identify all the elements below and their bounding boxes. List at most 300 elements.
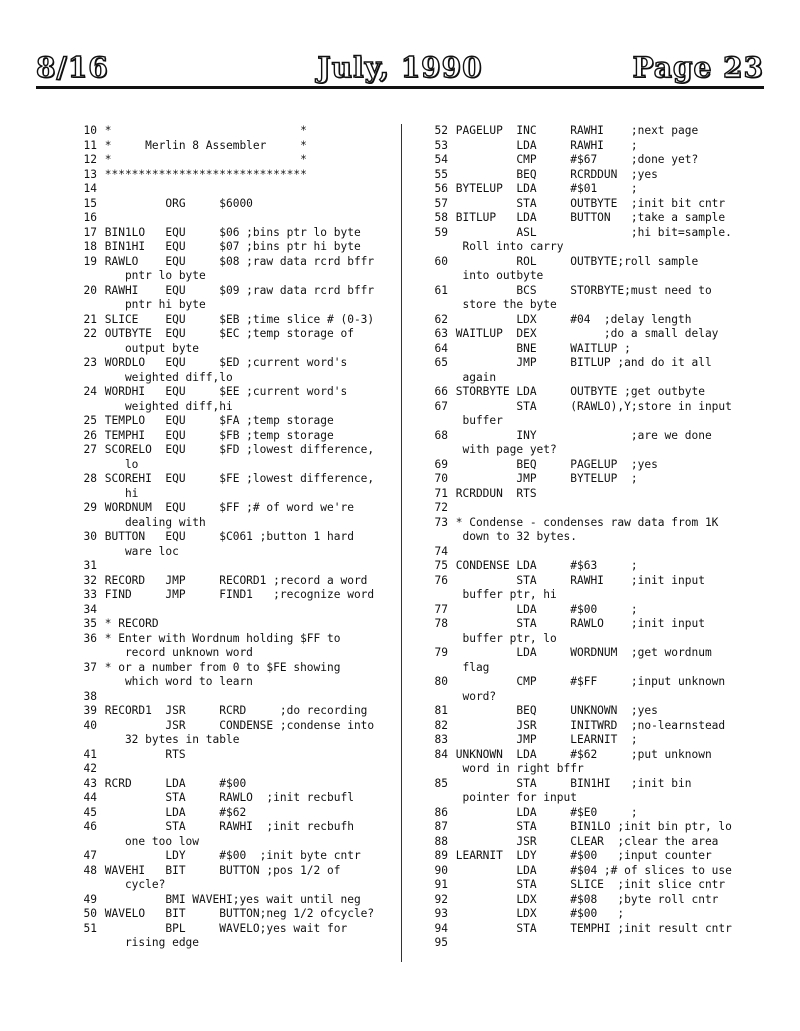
line-text: weighted diff,lo: [98, 370, 233, 384]
line-text: BUTTON EQU $C061 ;button 1 hard: [98, 530, 354, 543]
code-line: [428, 298, 744, 313]
line-number: 10: [83, 124, 97, 137]
line-text: BIN1HI EQU $07 ;bins ptr hi byte: [98, 240, 361, 253]
line-number: 93: [434, 907, 448, 920]
line-number: 30: [83, 530, 97, 543]
line-number: 45: [83, 805, 97, 819]
line-text: SCORELO EQU $FD ;lowest difference,: [98, 443, 375, 456]
line-text: STA SLICE ;init slice cntr: [449, 878, 726, 891]
line-text: ROL OUTBYTE;roll sample: [449, 254, 699, 268]
line-number: 85: [434, 776, 448, 790]
line-text: LDA RAWHI ;: [449, 138, 638, 152]
code-line: [428, 153, 744, 168]
line-text: WORDNUM EQU $FF ;# of word we're: [98, 501, 354, 514]
line-text: CMP #$67 ;done yet?: [449, 153, 699, 166]
line-text: weighted diff,hi: [98, 399, 233, 413]
code-line: [428, 197, 744, 212]
line-text: lo: [98, 457, 139, 471]
code-line: [77, 661, 417, 676]
line-text: LDX #$00 ;: [449, 907, 625, 920]
code-line: [77, 878, 417, 893]
line-text: LDA #$62: [98, 805, 247, 819]
line-number: 53: [434, 138, 448, 152]
line-text: LDX #$08 ;byte roll cntr: [449, 892, 719, 906]
code-line: [428, 574, 744, 589]
line-number: 84: [434, 747, 448, 761]
line-text: STA RAWHI ;init recbufh: [98, 820, 354, 833]
line-number: 16: [83, 211, 97, 224]
line-text: BMI WAVEHI;yes wait until neg: [98, 892, 361, 906]
line-text: STA (RAWLO),Y;store in input: [449, 399, 732, 413]
line-number: 46: [83, 820, 97, 833]
code-line: [428, 168, 744, 183]
line-text: word?: [449, 689, 497, 703]
code-listing-right-column: [428, 124, 744, 951]
code-line: [428, 864, 744, 879]
issue-number: 8/16: [36, 51, 109, 84]
code-line: [428, 777, 744, 792]
line-number: 79: [434, 646, 448, 659]
line-text: buffer: [449, 414, 503, 427]
line-number: 41: [83, 747, 97, 761]
code-line: [77, 124, 417, 139]
line-text: * RECORD: [98, 617, 159, 630]
line-text: which word to learn: [98, 675, 253, 688]
line-number: 92: [434, 892, 448, 906]
code-line: [77, 472, 417, 487]
line-number: 51: [83, 921, 97, 935]
column-divider: [401, 124, 402, 962]
line-number: 48: [83, 863, 97, 877]
code-line: [428, 385, 744, 400]
code-line: [428, 255, 744, 270]
line-number: 34: [83, 602, 97, 616]
line-number: 78: [434, 617, 448, 630]
code-line: [77, 603, 417, 618]
line-text: BIN1LO EQU $06 ;bins ptr lo byte: [98, 225, 361, 239]
line-text: BPL WAVELO;yes wait for: [98, 921, 348, 935]
line-text: ******************************: [98, 167, 307, 181]
line-number: 91: [434, 878, 448, 891]
line-text: * Enter with Wordnum holding $FF to: [98, 631, 341, 645]
code-line: [77, 501, 417, 516]
line-number: 50: [83, 907, 97, 920]
code-line: [428, 704, 744, 719]
code-line: [428, 269, 744, 284]
code-line: [77, 733, 417, 748]
line-number: 90: [434, 863, 448, 877]
code-line: [428, 371, 744, 386]
page-header: [36, 52, 764, 88]
line-text: pointer for input: [449, 791, 577, 804]
line-text: rising edge: [98, 936, 200, 949]
code-line: [428, 139, 744, 154]
line-text: store the byte: [449, 298, 557, 311]
line-text: [448, 936, 449, 949]
code-line: [77, 356, 417, 371]
line-text: RAWLO EQU $08 ;raw data rcrd bffr: [98, 254, 375, 268]
code-line: [77, 545, 417, 560]
line-text: record unknown word: [98, 646, 253, 659]
line-number: 74: [434, 544, 448, 558]
line-text: STA TEMPHI ;init result cntr: [449, 921, 732, 935]
code-line: [428, 806, 744, 821]
line-text: STA RAWLO ;init recbufl: [98, 791, 354, 804]
line-number: 27: [83, 443, 97, 456]
code-line: [428, 545, 744, 560]
line-number: 73: [434, 515, 448, 529]
line-text: word in right bffr: [449, 762, 584, 775]
line-number: 21: [83, 312, 97, 326]
line-text: TEMPHI EQU $FB ;temp storage: [98, 428, 334, 442]
code-line: [77, 458, 417, 473]
code-line: [77, 777, 417, 792]
line-text: [97, 603, 98, 616]
line-number: 83: [434, 733, 448, 746]
code-line: [428, 603, 744, 618]
code-line: [77, 530, 417, 545]
line-text: JSR CLEAR ;clear the area: [449, 834, 719, 848]
code-line: [428, 313, 744, 328]
line-text: LDY #$00 ;init byte cntr: [98, 849, 361, 862]
code-line: [77, 704, 417, 719]
line-number: 87: [434, 820, 448, 833]
code-line: [77, 574, 417, 589]
line-number: 44: [83, 791, 97, 804]
code-line: [77, 632, 417, 647]
line-text: RAWHI EQU $09 ;raw data rcrd bffr: [98, 283, 375, 297]
line-text: BITLUP LDA BUTTON ;take a sample: [449, 211, 726, 224]
code-line: [428, 922, 744, 937]
line-text: buffer ptr, hi: [449, 588, 557, 601]
code-line: [428, 907, 744, 922]
line-number: 42: [83, 762, 97, 775]
code-line: [428, 516, 744, 531]
line-text: LDA #$00 ;: [449, 602, 638, 616]
line-number: 64: [434, 341, 448, 355]
code-line: [77, 516, 417, 531]
line-text: STA BIN1LO ;init bin ptr, lo: [449, 820, 732, 833]
code-line: [77, 298, 417, 313]
line-number: 69: [434, 457, 448, 471]
line-number: 68: [434, 428, 448, 442]
line-text: STORBYTE LDA OUTBYTE ;get outbyte: [449, 385, 705, 398]
line-number: 95: [434, 936, 448, 949]
code-line: [77, 806, 417, 821]
line-number: 11: [83, 138, 97, 152]
code-line: [428, 646, 744, 661]
line-text: * or a number from 0 to $FE showing: [98, 660, 341, 674]
code-line: [428, 530, 744, 545]
line-text: ware loc: [98, 544, 179, 558]
line-text: BCS STORBYTE;must need to: [449, 283, 712, 297]
code-line: [428, 675, 744, 690]
code-line: [77, 182, 417, 197]
line-text: FIND JMP FIND1 ;recognize word: [98, 588, 375, 601]
code-line: [77, 153, 417, 168]
line-number: 12: [83, 153, 97, 166]
line-number: 43: [83, 776, 97, 790]
line-text: BNE WAITLUP ;: [449, 341, 631, 355]
code-line: [428, 458, 744, 473]
line-number: 13: [83, 167, 97, 181]
line-number: 24: [83, 385, 97, 398]
code-line: [77, 936, 417, 951]
line-number: 14: [83, 182, 97, 195]
page-number: Page 23: [632, 51, 764, 84]
line-text: one too low: [98, 834, 200, 848]
code-line: [77, 385, 417, 400]
line-text: UNKNOWN LDA #$62 ;put unknown: [449, 747, 712, 761]
line-text: WAVEHI BIT BUTTON ;pos 1/2 of: [98, 863, 341, 877]
line-number: 52: [434, 124, 448, 137]
line-number: 61: [434, 283, 448, 297]
code-line: [428, 936, 744, 951]
code-line: [428, 820, 744, 835]
line-number: 38: [83, 689, 97, 703]
code-line: [77, 559, 417, 574]
code-line: [77, 168, 417, 183]
line-text: SCOREHI EQU $FE ;lowest difference,: [98, 472, 375, 485]
code-line: [428, 342, 744, 357]
code-line: [428, 719, 744, 734]
line-text: * Condense - condenses raw data from 1K: [449, 515, 719, 529]
line-text: CONDENSE LDA #$63 ;: [449, 559, 638, 572]
line-text: BEQ PAGELUP ;yes: [449, 457, 658, 471]
line-number: 58: [434, 211, 448, 224]
line-text: RCRDDUN RTS: [449, 486, 537, 500]
line-number: 81: [434, 704, 448, 717]
line-number: 17: [83, 225, 97, 239]
code-line: [428, 124, 744, 139]
line-text: ASL ;hi bit=sample.: [449, 225, 732, 239]
code-line: [428, 487, 744, 502]
line-text: cycle?: [98, 878, 166, 891]
line-number: 88: [434, 834, 448, 848]
line-number: 63: [434, 327, 448, 340]
header-rule: [36, 86, 764, 89]
line-text: Roll into carry: [449, 240, 564, 253]
code-line: [428, 748, 744, 763]
code-line: [77, 748, 417, 763]
line-text: JMP BYTELUP ;: [449, 472, 638, 485]
code-line: [77, 719, 417, 734]
line-text: STA RAWLO ;init input: [449, 617, 705, 630]
code-line: [428, 878, 744, 893]
code-line: [77, 893, 417, 908]
line-text: SLICE EQU $EB ;time slice # (0-3): [98, 312, 375, 326]
code-line: [428, 284, 744, 299]
line-text: ORG $6000: [98, 196, 253, 210]
code-line: [428, 617, 744, 632]
line-number: 59: [434, 225, 448, 239]
code-line: [77, 313, 417, 328]
line-text: with page yet?: [449, 443, 557, 456]
line-number: 28: [83, 472, 97, 485]
line-number: 76: [434, 573, 448, 587]
code-line: [77, 646, 417, 661]
line-number: 82: [434, 718, 448, 732]
line-text: again: [449, 370, 497, 384]
line-text: STA OUTBYTE ;init bit cntr: [449, 196, 726, 210]
code-line: [77, 414, 417, 429]
code-line: [77, 327, 417, 342]
line-text: into outbyte: [449, 269, 544, 282]
line-text: WORDLO EQU $ED ;current word's: [98, 356, 348, 369]
line-text: LDA #$E0 ;: [449, 805, 638, 819]
code-line: [428, 632, 744, 647]
line-number: 23: [83, 356, 97, 369]
code-line: [428, 733, 744, 748]
line-text: CMP #$FF ;input unknown: [449, 675, 726, 688]
code-line: [77, 400, 417, 415]
code-line: [77, 284, 417, 299]
code-line: [77, 864, 417, 879]
line-text: TEMPLO EQU $FA ;temp storage: [98, 414, 334, 427]
line-text: RECORD JMP RECORD1 ;record a word: [98, 573, 368, 587]
line-number: 75: [434, 559, 448, 572]
line-text: output byte: [98, 341, 200, 355]
line-text: flag: [449, 660, 490, 674]
code-line: [428, 690, 744, 705]
line-number: 15: [83, 196, 97, 210]
line-number: 37: [83, 660, 97, 674]
code-line: [77, 617, 417, 632]
line-number: 94: [434, 921, 448, 935]
line-text: 32 bytes in table: [98, 733, 240, 746]
line-text: LDA #$04 ;# of slices to use: [449, 863, 732, 877]
line-text: STA RAWHI ;init input: [449, 573, 705, 587]
line-number: 29: [83, 501, 97, 514]
code-line: [77, 197, 417, 212]
line-text: PAGELUP INC RAWHI ;next page: [449, 124, 699, 137]
code-line: [77, 690, 417, 705]
line-text: [97, 182, 98, 195]
code-line: [428, 835, 744, 850]
code-line: [77, 443, 417, 458]
line-text: JSR CONDENSE ;condense into: [98, 718, 375, 732]
code-line: [77, 269, 417, 284]
line-number: 36: [83, 631, 97, 645]
line-text: RCRD LDA #$00: [98, 776, 247, 790]
line-text: RECORD1 JSR RCRD ;do recording: [98, 704, 368, 717]
line-text: hi: [98, 486, 139, 500]
line-text: * Merlin 8 Assembler *: [98, 138, 307, 152]
line-text: BYTELUP LDA #$01 ;: [449, 182, 638, 195]
line-text: WAVELO BIT BUTTON;neg 1/2 ofcycle?: [98, 907, 375, 920]
line-number: 35: [83, 617, 97, 630]
code-line: [77, 791, 417, 806]
line-number: 71: [434, 486, 448, 500]
code-line: [77, 907, 417, 922]
code-line: [77, 588, 417, 603]
line-text: LDA WORDNUM ;get wordnum: [449, 646, 712, 659]
line-number: 57: [434, 196, 448, 210]
line-text: RTS: [98, 747, 186, 761]
line-number: 39: [83, 704, 97, 717]
line-text: down to 32 bytes.: [449, 530, 577, 543]
line-text: BEQ UNKNOWN ;yes: [449, 704, 658, 717]
line-number: 77: [434, 602, 448, 616]
code-line: [77, 371, 417, 386]
line-text: JSR INITWRD ;no-learnstead: [449, 718, 726, 732]
line-number: 89: [434, 849, 448, 862]
line-text: JMP BITLUP ;and do it all: [449, 356, 712, 369]
code-line: [428, 849, 744, 864]
line-number: 18: [83, 240, 97, 253]
code-line: [77, 835, 417, 850]
line-text: pntr lo byte: [98, 269, 206, 282]
code-line: [428, 559, 744, 574]
line-text: LDX #04 ;delay length: [449, 312, 692, 326]
line-number: 19: [83, 254, 97, 268]
line-number: 33: [83, 588, 97, 601]
code-line: [428, 226, 744, 241]
code-line: [428, 501, 744, 516]
line-number: 80: [434, 675, 448, 688]
line-text: BEQ RCRDDUN ;yes: [449, 167, 658, 181]
code-line: [77, 487, 417, 502]
issue-date: July, 1990: [317, 51, 483, 84]
line-text: [97, 211, 98, 224]
code-line: [77, 211, 417, 226]
code-line: [428, 327, 744, 342]
line-number: 49: [83, 892, 97, 906]
line-text: pntr hi byte: [98, 298, 206, 311]
line-number: 86: [434, 805, 448, 819]
code-line: [77, 255, 417, 270]
line-text: dealing with: [98, 515, 206, 529]
code-line: [428, 429, 744, 444]
code-line: [428, 240, 744, 255]
code-line: [428, 400, 744, 415]
line-number: 26: [83, 428, 97, 442]
code-line: [428, 791, 744, 806]
code-line: [77, 429, 417, 444]
line-number: 25: [83, 414, 97, 427]
line-number: 60: [434, 254, 448, 268]
line-number: 62: [434, 312, 448, 326]
code-line: [77, 849, 417, 864]
line-number: 55: [434, 167, 448, 181]
code-line: [77, 240, 417, 255]
line-number: 40: [83, 718, 97, 732]
code-line: [77, 922, 417, 937]
code-line: [428, 661, 744, 676]
code-line: [428, 182, 744, 197]
line-number: 56: [434, 182, 448, 195]
line-text: [97, 559, 98, 572]
code-line: [428, 762, 744, 777]
line-text: OUTBYTE EQU $EC ;temp storage of: [98, 327, 354, 340]
code-line: [428, 443, 744, 458]
code-line: [428, 588, 744, 603]
line-text: [97, 762, 98, 775]
code-line: [428, 472, 744, 487]
line-number: 22: [83, 327, 97, 340]
code-line: [428, 414, 744, 429]
line-number: 20: [83, 283, 97, 297]
line-text: JMP LEARNIT ;: [449, 733, 638, 746]
code-line: [77, 342, 417, 357]
line-number: 72: [434, 501, 448, 514]
code-line: [77, 820, 417, 835]
line-text: INY ;are we done: [449, 428, 712, 442]
line-text: * *: [98, 153, 307, 166]
line-text: WORDHI EQU $EE ;current word's: [98, 385, 348, 398]
line-text: [97, 690, 98, 703]
line-number: 31: [83, 559, 97, 572]
